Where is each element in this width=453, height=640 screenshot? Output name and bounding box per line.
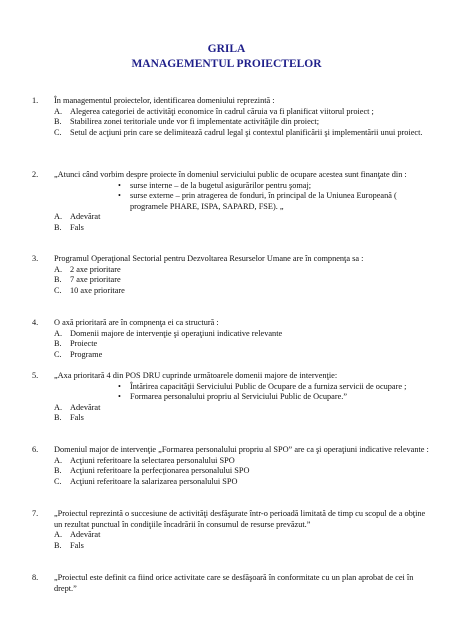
answer-option (32, 477, 432, 488)
question-6 (32, 445, 432, 487)
bullet-text: Întărirea capacităţii Serviciului Public de Ocupare de a furniza servicii de ocupare ; (130, 381, 407, 391)
bullet-icon: • (118, 180, 121, 190)
question-2 (32, 170, 432, 234)
question-number: 7. (32, 509, 39, 518)
option-letter: B. (54, 413, 62, 423)
bullet-item (32, 392, 432, 403)
document-title: GRILA (207, 43, 246, 55)
question-text: „Axa prioritară 4 din POS DRU cuprinde următoarele domenii majore de intervenţie: (54, 371, 338, 380)
option-text: Adevărat (70, 212, 101, 222)
question-5-stem (32, 371, 432, 382)
question-number: 8. (32, 573, 39, 582)
question-3-stem (32, 254, 432, 265)
question-8-stem (32, 573, 432, 594)
answer-option (32, 117, 432, 128)
bullet-icon: • (118, 381, 121, 391)
option-text: 2 axe prioritare (70, 264, 121, 274)
bullet-icon: • (118, 191, 121, 201)
option-text: Fals (70, 540, 84, 550)
answer-option (32, 466, 432, 477)
option-text: Setul de acţiuni prin care se delimitează cadrul legal şi contextul planificării şi implementării unui proiect. (70, 127, 423, 137)
question-text: „Atunci când vorbim despre proiecte în domeniul serviciului public de ocupare acestea sunt finanţate din : (54, 170, 407, 179)
answer-option (32, 223, 432, 234)
answer-option (32, 530, 432, 541)
bullet-text: surse externe – prin atragerea de fonduri, în principal de la Uniunea Europeană ( programele PHARE, ISPA, SAPARD, FSE). „ (130, 191, 397, 211)
answer-option (32, 212, 432, 223)
answer-option (32, 286, 432, 297)
question-6-stem (32, 445, 432, 456)
answer-option (32, 339, 432, 350)
bullet-text: surse interne – de la bugetul asigurărilor pentru şomaj; (130, 180, 312, 190)
question-3 (32, 254, 432, 296)
option-letter: C. (54, 349, 62, 359)
option-letter: A. (54, 264, 63, 274)
question-number: 2. (32, 170, 39, 179)
option-letter: C. (54, 476, 62, 486)
option-letter: B. (54, 222, 62, 232)
document-subtitle: MANAGEMENTUL PROIECTELOR (131, 58, 322, 70)
question-4-stem (32, 318, 432, 329)
answer-option (32, 275, 432, 286)
option-letter: C. (54, 285, 62, 295)
option-letter: B. (54, 466, 62, 476)
option-text: Acţiuni referitoare la salarizarea personalului SPO (70, 476, 238, 486)
question-text: Domeniul major de intervenţie „Formarea personalului propriu al SPO” are ca şi operaţiuni indicative relevante : (54, 445, 429, 454)
option-letter: B. (54, 540, 62, 550)
option-letter: A. (54, 402, 63, 412)
question-4 (32, 318, 432, 360)
option-letter: B. (54, 275, 62, 285)
option-text: Stabilirea zonei teritoriale unde vor fi implementate activităţile din proiect; (70, 117, 320, 127)
option-text: Acţiuni referitoare la selectarea personalului SPO (70, 455, 235, 465)
bullet-icon: • (118, 392, 121, 402)
option-text: Acţiuni referitoare la perfecţionarea personalului SPO (70, 466, 250, 476)
option-text: Programe (70, 349, 103, 359)
option-text: Proiecte (70, 339, 98, 349)
bullet-item (32, 191, 432, 212)
question-number: 5. (32, 371, 39, 380)
answer-option (32, 107, 432, 118)
question-7-stem (32, 509, 432, 530)
option-text: Fals (70, 222, 84, 232)
question-1-stem (32, 96, 432, 107)
question-text: „Proiectul reprezintă o succesiune de activităţi desfăşurate într-o perioadă limitată de timp cu scopul de a obţine un rezultat punctual în condiţiile încadrării în consumul de resurse prevăzut.” (54, 509, 426, 529)
question-text: „Proiectul este definit ca fiind orice activitate care se desfăşoară în conformitate cu un plan aprobat de cei în drept.” (54, 573, 414, 593)
option-text: 10 axe prioritare (70, 285, 125, 295)
question-text: O axă prioritară are în compnenţa ei ca structură : (54, 318, 219, 327)
question-2-stem (32, 170, 432, 181)
option-text: Adevărat (70, 530, 101, 540)
answer-option (32, 350, 432, 361)
option-text: 7 axe prioritare (70, 275, 121, 285)
option-letter: A. (54, 455, 63, 465)
answer-option (32, 265, 432, 276)
option-text: Adevărat (70, 402, 101, 412)
option-letter: A. (54, 106, 63, 116)
question-text: În managementul proiectelor, identificarea domeniului reprezintă : (54, 96, 275, 105)
answer-option (32, 541, 432, 552)
option-letter: A. (54, 530, 63, 540)
option-text: Domenii majore de intervenţie şi operaţiuni indicative relevante (70, 328, 283, 338)
question-7 (32, 509, 432, 551)
option-letter: B. (54, 117, 62, 127)
option-text: Alegerea categoriei de activităţi economice în cadrul căruia va fi planificat viitorul proiect ; (70, 106, 374, 116)
option-letter: A. (54, 212, 63, 222)
option-letter: A. (54, 328, 63, 338)
answer-option (32, 403, 432, 414)
question-1 (32, 96, 432, 138)
answer-option (32, 329, 432, 340)
question-number: 3. (32, 254, 39, 263)
question-number: 4. (32, 318, 39, 327)
bullet-text: Formarea personalului propriu al Serviciului Public de Ocupare.” (130, 392, 348, 402)
bullet-item (32, 382, 432, 393)
answer-option (32, 456, 432, 467)
question-text: Programul Operaţional Sectorial pentru Dezvoltarea Resurselor Umane are în compnenţa sa : (54, 254, 364, 263)
question-number: 6. (32, 445, 39, 454)
question-number: 1. (32, 96, 39, 105)
answer-option (32, 128, 432, 139)
question-5 (32, 371, 432, 424)
option-letter: C. (54, 127, 62, 137)
option-text: Fals (70, 413, 84, 423)
answer-option (32, 413, 432, 424)
question-8 (32, 573, 432, 594)
option-letter: B. (54, 339, 62, 349)
bullet-item (32, 181, 432, 192)
